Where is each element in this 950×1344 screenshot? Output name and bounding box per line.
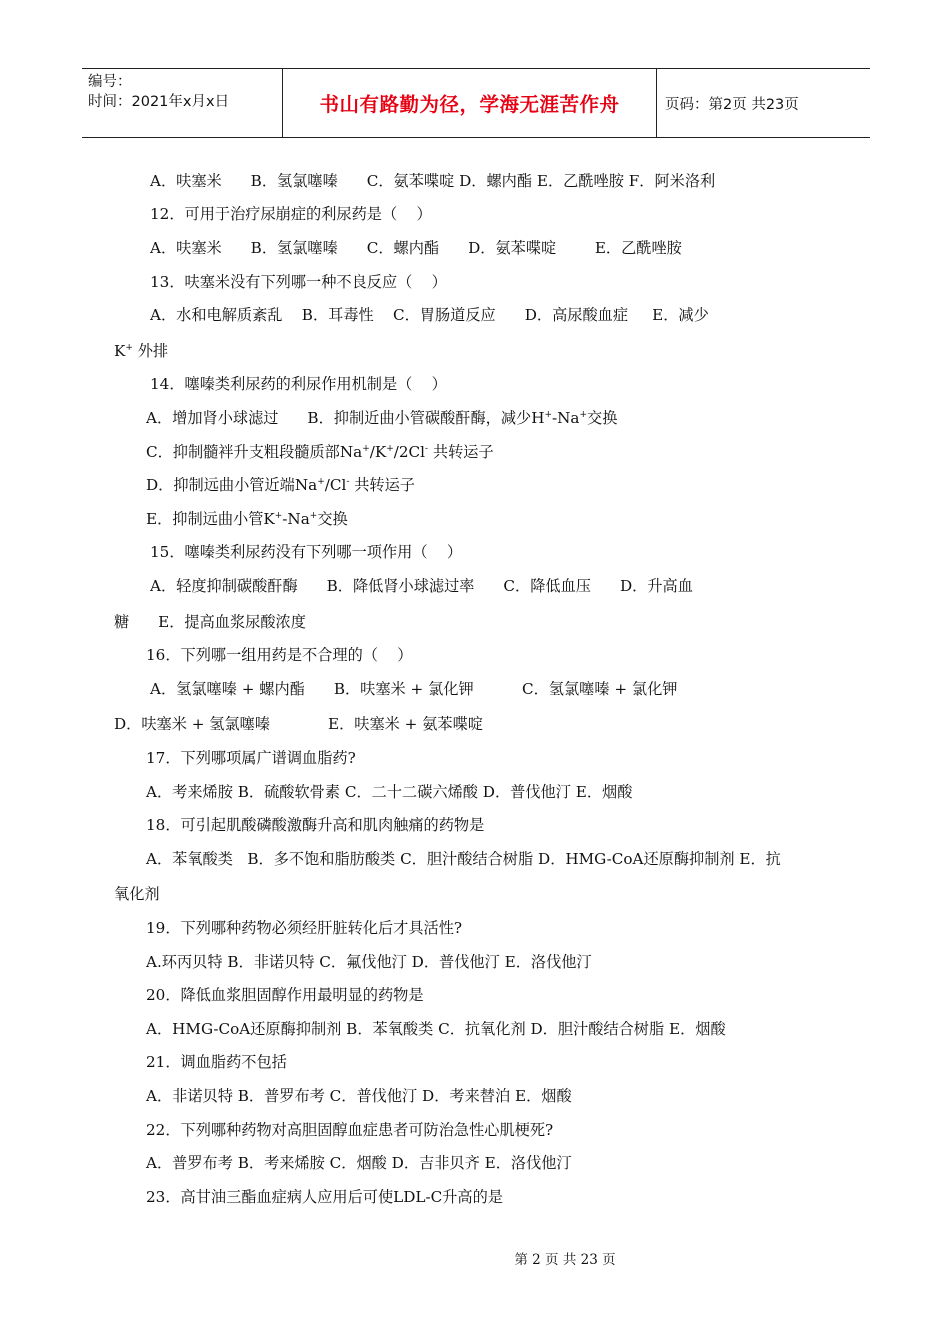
page-footer: 第 2 页 共 23 页: [514, 1252, 616, 1268]
number-label: 编号：: [88, 74, 132, 90]
question-14: 14．噻嗪类利尿药的利尿作用机制是（ ）: [150, 375, 447, 393]
text-line: A．普罗布考 B．考来烯胺 C．烟酸 D．吉非贝齐 E．洛伐他汀: [146, 1154, 572, 1172]
text-line: A．非诺贝特 B．普罗布考 C．普伐他汀 D．考来替泊 E．烟酸: [146, 1087, 572, 1105]
text-line: A．水和电解质紊乱 B．耳毒性 C．胃肠道反应 D．高尿酸血症 E．减少: [150, 306, 709, 324]
text-line: 糖 E．提高血浆尿酸浓度: [114, 613, 306, 631]
question-21: 21．调血脂药不包括: [146, 1053, 287, 1071]
question-23: 23．高甘油三酯血症病人应用后可使LDL-C升高的是: [146, 1188, 503, 1206]
text-line: A．氢氯噻嗪 + 螺内酯 B．呋塞米 + 氯化钾 C．氢氯噻嗪 + 氯化钾: [150, 680, 678, 698]
text-line: A．苯氧酸类 B．多不饱和脂肪酸类 C．胆汁酸结合树脂 D．HMG-CoA还原酶抑制剂 E．抗: [146, 850, 781, 868]
question-17: 17．下列哪项属广谱调血脂药?: [146, 749, 356, 767]
text-line: C．抑制髓袢升支粗段髓质部Na+/K+/2Cl- 共转运子: [146, 443, 494, 461]
text-line: A．轻度抑制碳酸酐酶 B．降低肾小球滤过率 C．降低血压 D．升高血: [150, 577, 693, 595]
header-meta: [82, 69, 283, 137]
text-line: A．增加肾小球滤过 B．抑制近曲小管碳酸酐酶，减少H+-Na+交换: [146, 409, 618, 427]
question-20: 20．降低血浆胆固醇作用最明显的药物是: [146, 986, 424, 1004]
time-label: 时间：2021年x月x日: [88, 94, 230, 110]
question-18: 18．可引起肌酸磷酸激酶升高和肌肉触痛的药物是: [146, 816, 485, 834]
question-13: 13．呋塞米没有下列哪一种不良反应（ ）: [150, 273, 447, 291]
header-motto: 书山有路勤为径，学海无涯苦作舟: [283, 69, 657, 137]
document-header: [82, 68, 870, 138]
text-line: A．考来烯胺 B．硫酸软骨素 C．二十二碳六烯酸 D．普伐他汀 E．烟酸: [146, 783, 633, 801]
text-line: A．呋塞米 B．氢氯噻嗪 C．螺内酯 D．氨苯喋啶 E．乙酰唑胺: [150, 239, 682, 257]
header-page-info: 页码：第2页 共23页: [665, 96, 799, 113]
text-line: A．呋塞米 B．氢氯噻嗪 C．氨苯喋啶 D．螺内酯 E．乙酰唑胺 F．阿米洛利: [150, 172, 716, 190]
text-line: K+ 外排: [114, 342, 169, 360]
text-line: D．呋塞米 + 氢氯噻嗪 E．呋塞米 + 氨苯喋啶: [114, 715, 483, 733]
question-19: 19．下列哪种药物必须经肝脏转化后才具活性?: [146, 919, 463, 937]
text-line: D．抑制远曲小管近端Na+/Cl- 共转运子: [146, 476, 415, 494]
text-line: A．HMG-CoA还原酶抑制剂 B．苯氧酸类 C．抗氧化剂 D．胆汁酸结合树脂 E．烟酸: [146, 1020, 726, 1038]
text-line: E．抑制远曲小管K+-Na+交换: [146, 510, 348, 528]
question-15: 15．噻嗪类利尿药没有下列哪一项作用（ ）: [150, 543, 463, 561]
text-line: A.环丙贝特 B．非诺贝特 C．氟伐他汀 D．普伐他汀 E．洛伐他汀: [146, 953, 592, 971]
question-16: 16．下列哪一组用药是不合理的（ ）: [146, 646, 413, 664]
question-12: 12．可用于治疗尿崩症的利尿药是（ ）: [150, 205, 432, 223]
text-line: 氧化剂: [114, 885, 160, 903]
question-22: 22．下列哪种药物对高胆固醇血症患者可防治急性心肌梗死?: [146, 1121, 554, 1139]
